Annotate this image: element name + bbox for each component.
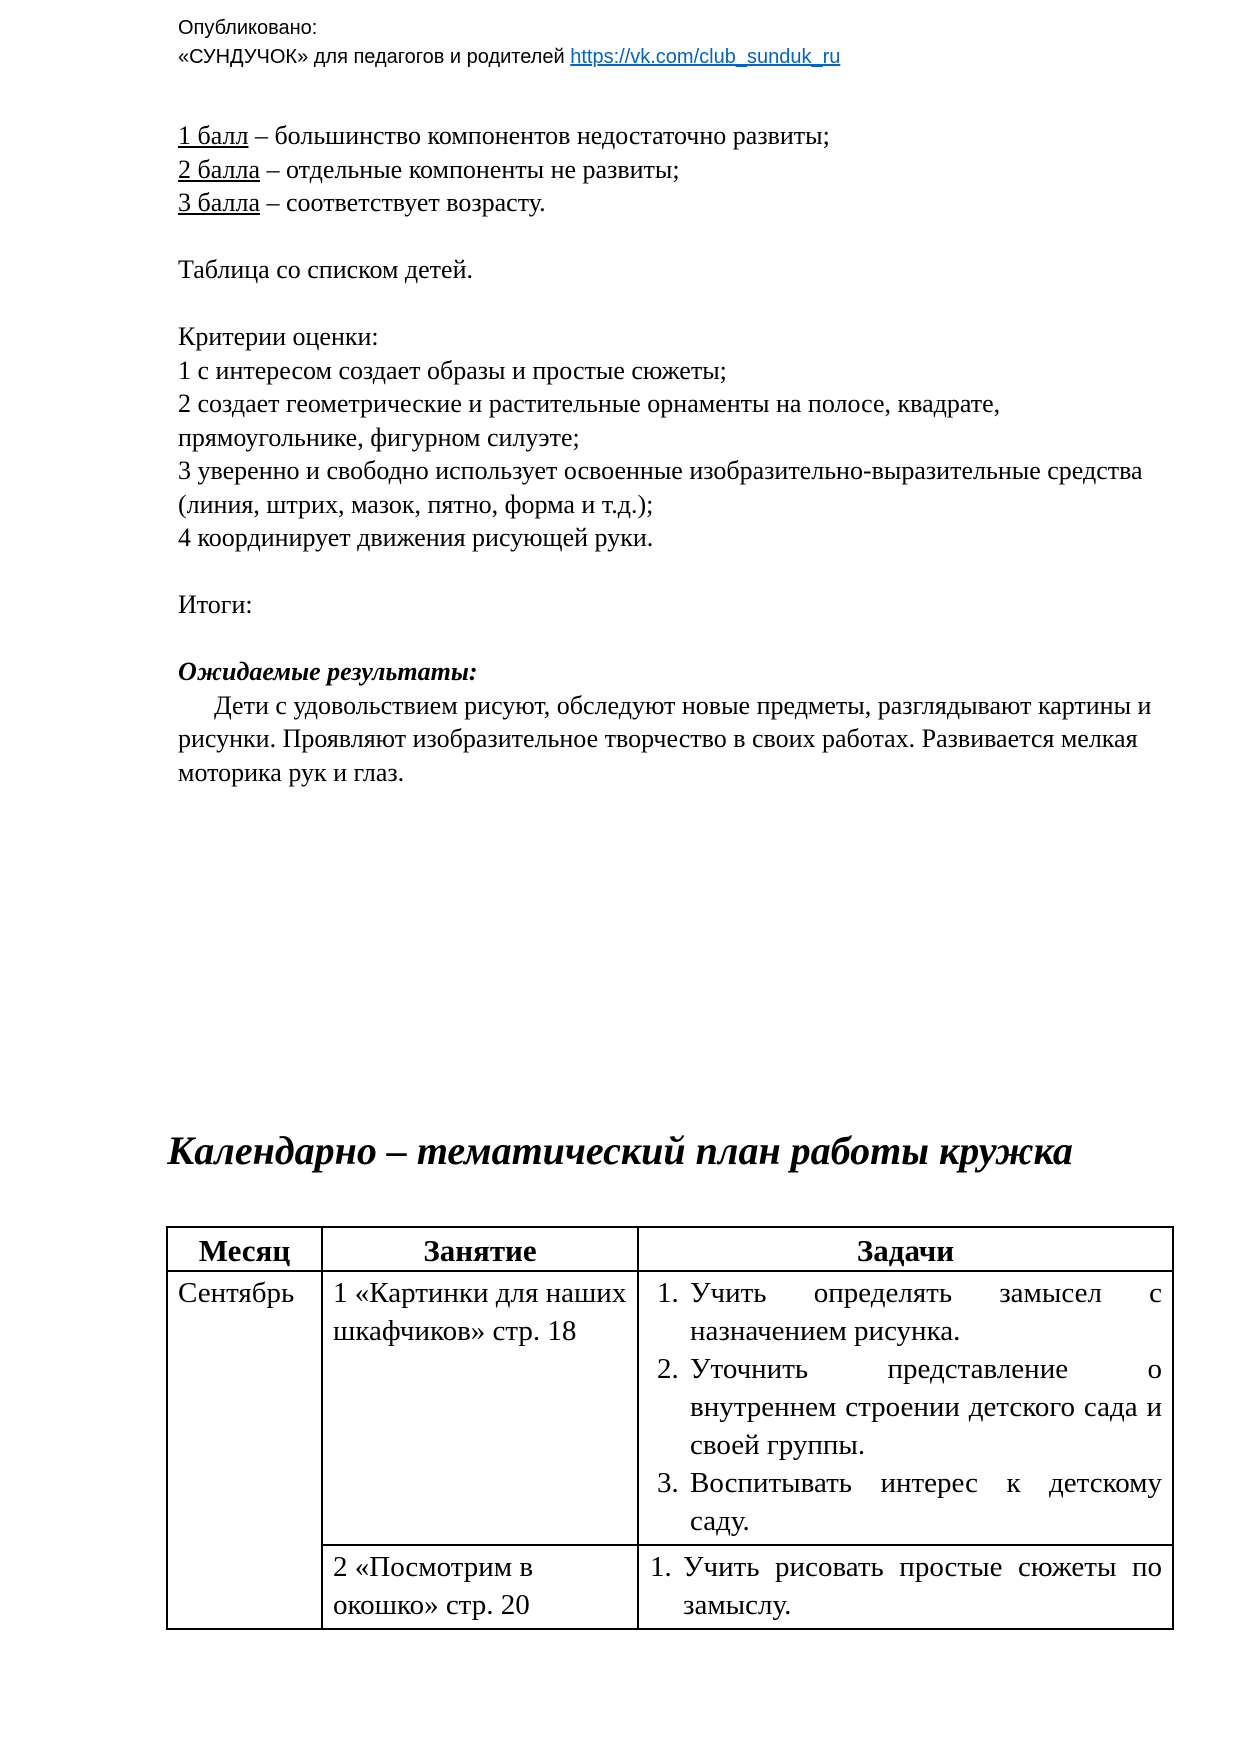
plan-title: Календарно – тематический план работы кружка [167,1128,1073,1173]
plan-table [166,1226,1174,1630]
tasks-cell [638,1545,1173,1629]
score-text: – отдельные компоненты не развиты; [260,154,680,184]
criteria-item: 4 координирует движения рисующей руки. [178,523,654,552]
criteria-item: 1 с интересом создает образы и простые сюжеты; [178,355,727,385]
score-text: – соответствует возрасту. [260,188,546,217]
lesson-cell: 2 «Посмотрим в окошко» стр. 20 [322,1545,638,1629]
score-line [178,186,1160,220]
table-row [167,1271,1173,1545]
header-lesson: Занятие [322,1227,638,1271]
expected-results-text: Дети с удовольствием рисуют, обследуют новые предметы, разглядывают картины и рисунки. Проявляют изобразительное творчество в своих работах. Развивается мелкая моторика рук и глаз. [178,690,1152,787]
criteria-title: Критерии оценки: [178,322,379,351]
results-label: Итоги: [178,590,253,619]
published-label: Опубликовано: [178,17,318,39]
score-line [178,153,1160,187]
task-item: 3. Воспитывать интерес к детскому саду. [686,1464,1162,1540]
publication-header [178,14,840,72]
publisher-link[interactable]: https://vk.com/club_sunduk_ru [570,46,841,68]
tasks-list [649,1274,1162,1540]
score-label: 1 балл [178,121,249,150]
month-cell: Сентябрь [167,1271,322,1629]
tasks-list [649,1548,1162,1624]
header-tasks: Задачи [638,1227,1173,1271]
task-item: 1. Учить рисовать простые сюжеты по замыслу. [679,1548,1162,1624]
criteria-item: 2 создает геометрические и растительные орнаменты на полосе, квадрате, прямоугольнике, фигурном силуэте; [178,389,1001,452]
tasks-cell [638,1271,1173,1545]
score-label: 3 балла [178,188,260,217]
criteria-item: 3 уверенно и свободно использует освоенные изобразительно-выразительные средства (линия, штрих, мазок, пятно, форма и т.д.); [178,456,1143,519]
table-header-row [167,1227,1173,1271]
task-item: 1. Учить определять замысел с назначением рисунка. [686,1274,1162,1350]
table-caption: Таблица со списком детей. [178,255,474,284]
expected-results-title: Ожидаемые результаты: [178,657,478,686]
lesson-cell: 1 «Картинки для наших шкафчиков» стр. 18 [322,1271,638,1545]
task-item: 2. Уточнить представление о внутреннем строении детского сада и своей группы. [686,1350,1162,1464]
document-body [178,119,1160,789]
header-month: Месяц [167,1227,322,1271]
score-label: 2 балла [178,154,260,184]
score-text: – большинство компонентов недостаточно развиты; [248,121,830,150]
publisher-name: «СУНДУЧОК» для педагогов и родителей [178,46,571,68]
publisher-line [178,43,840,72]
score-line [178,119,1160,153]
